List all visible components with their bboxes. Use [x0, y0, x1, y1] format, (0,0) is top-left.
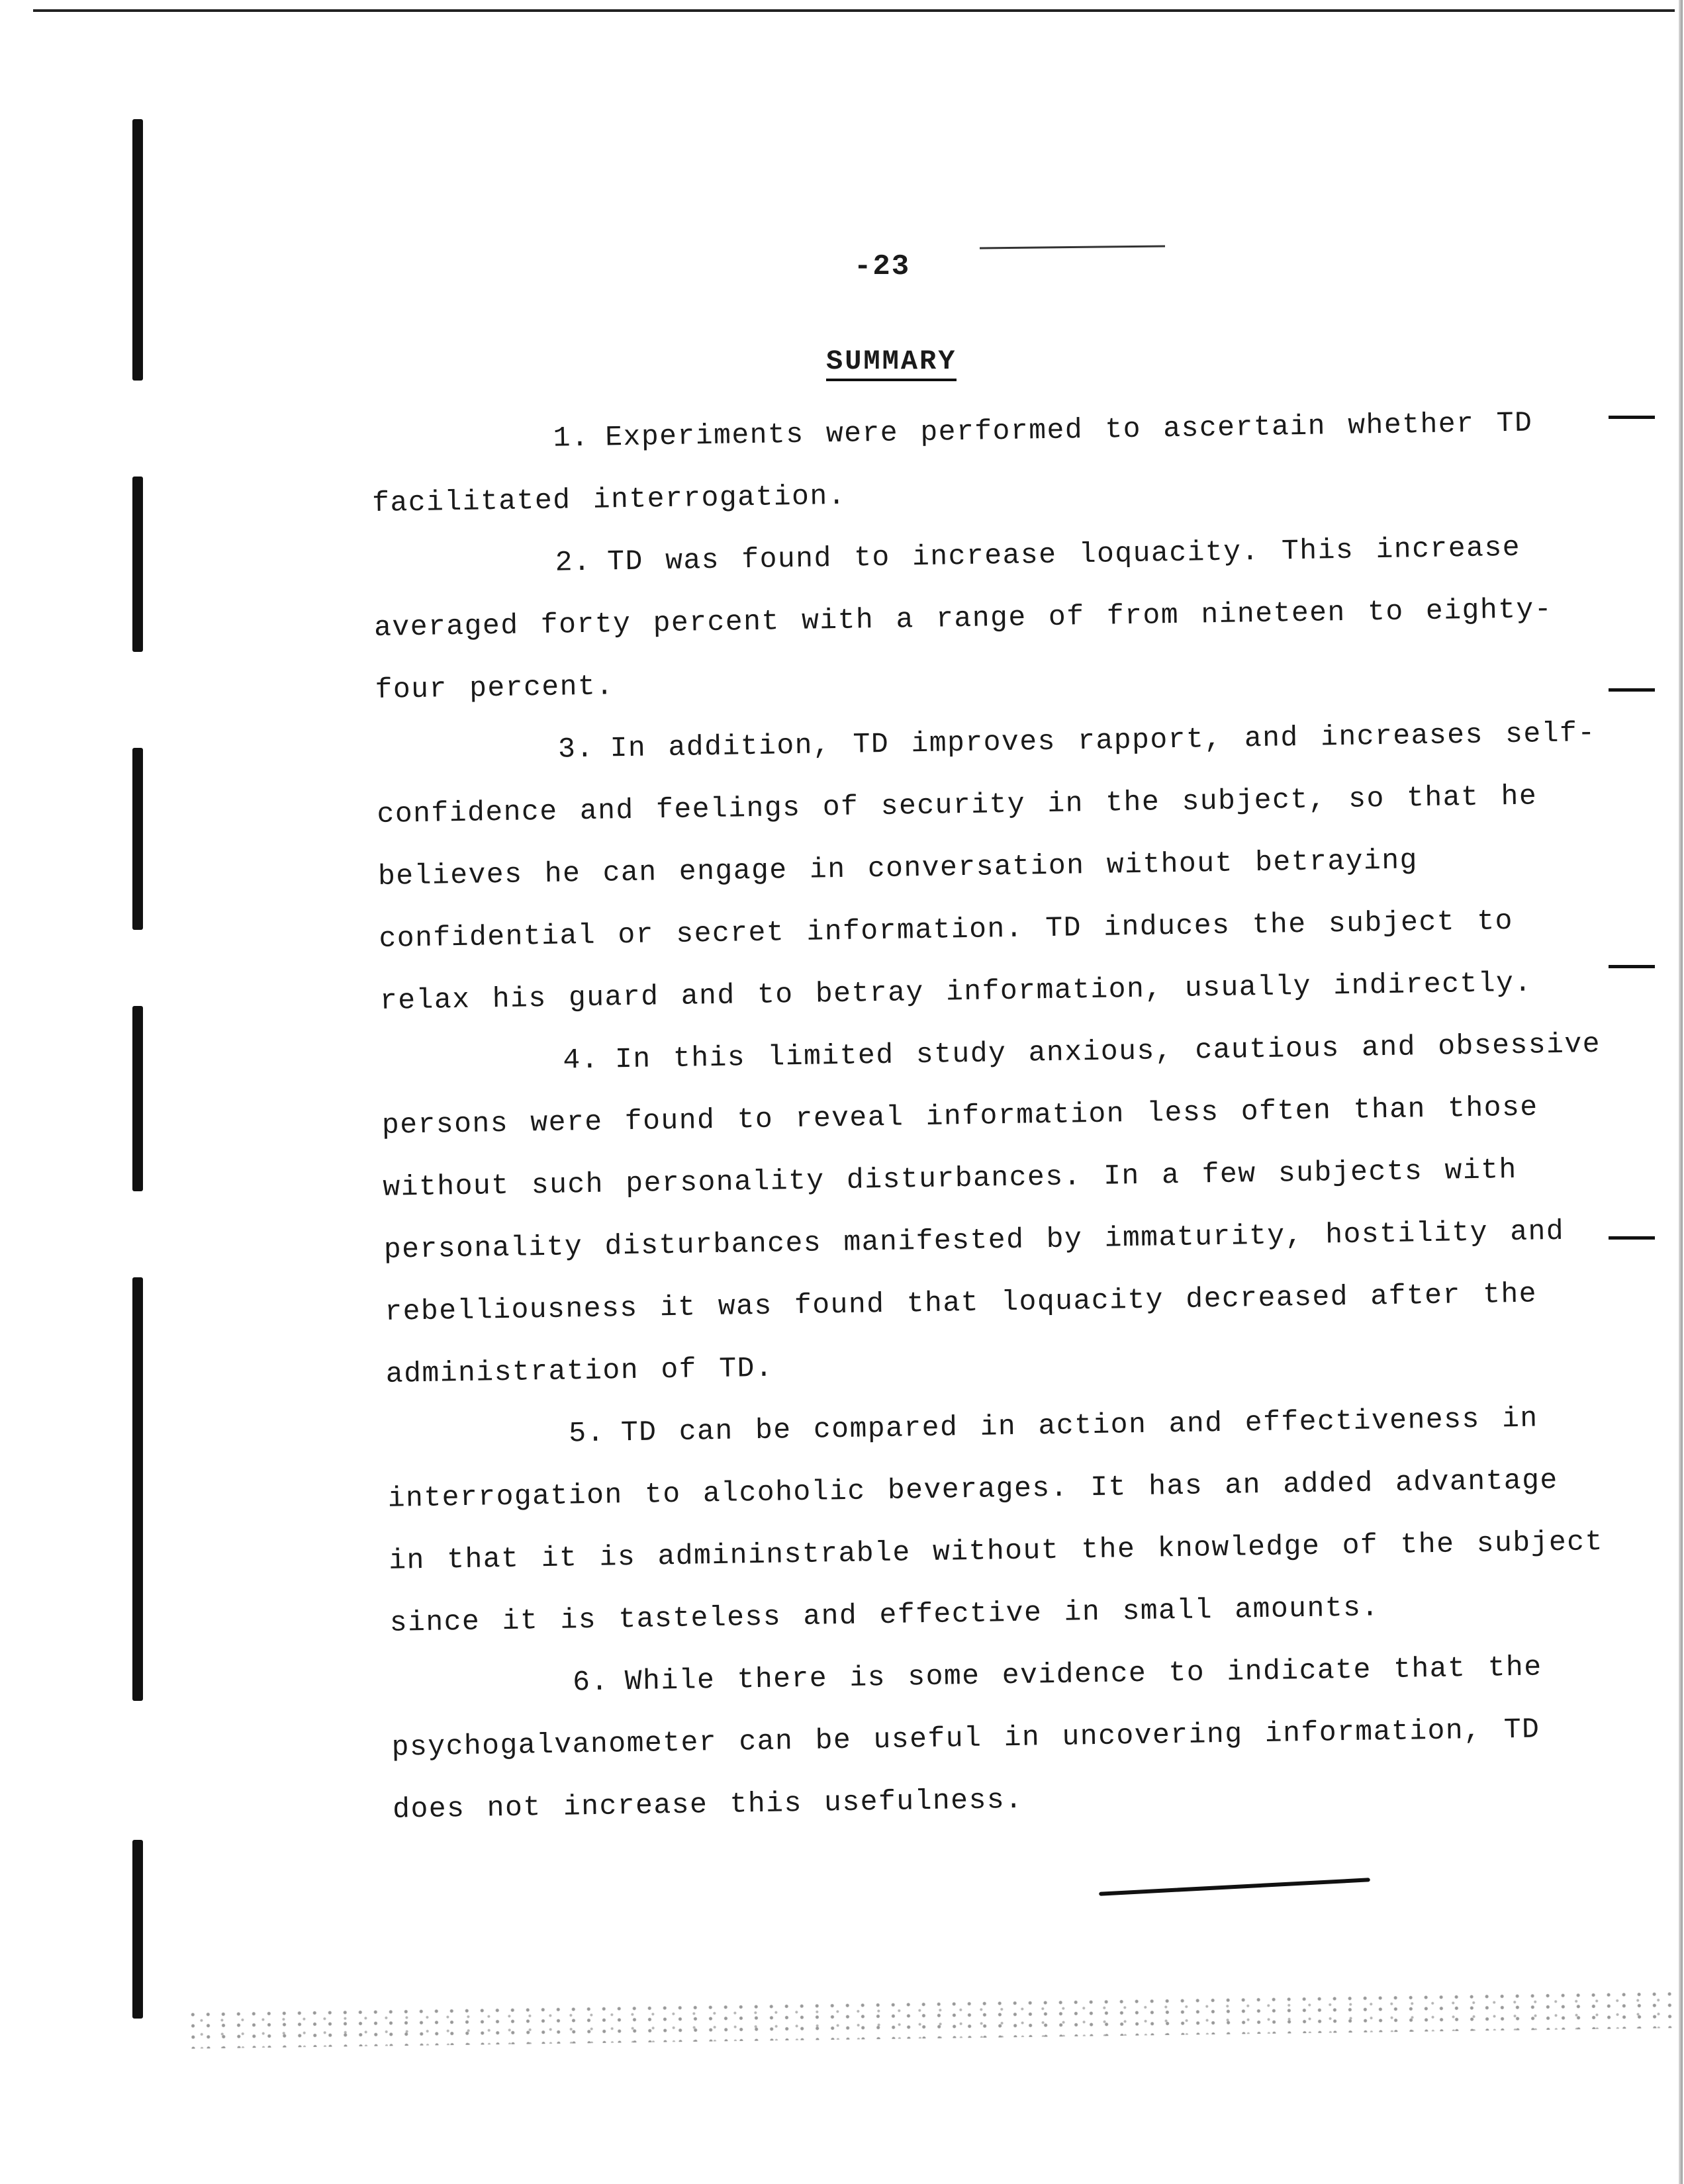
item-text: Experiments were performed to ascertain whether TD facilitated interrogation. [371, 406, 1533, 520]
page-number: -23 [854, 250, 911, 283]
item-number: 2. [555, 545, 592, 579]
summary-item-3 [375, 702, 1605, 1032]
margin-bar [132, 477, 143, 652]
right-margin-mark [1609, 1236, 1655, 1240]
item-text: While there is some evidence to indicate that the psychogalvanometer can be useful in uncovering information, TD does not increase this usefulness. [391, 1651, 1542, 1826]
margin-bar [132, 119, 143, 381]
page-edge-shadow [1679, 0, 1683, 2184]
summary-item-6 [391, 1635, 1618, 1841]
summary-body [371, 391, 1618, 1841]
summary-item-1 [371, 391, 1597, 535]
margin-bar [132, 1277, 143, 1701]
item-number: 1. [553, 421, 590, 455]
summary-item-2 [373, 516, 1600, 721]
margin-bar [132, 1840, 143, 2019]
item-text: In this limited study anxious, cautious and obsessive persons were found to reveal information less often than those without such personality disturbances. In a few subjects with personality disturbances manifested by immaturity, hostility and rebelliousness it was found that loquacity decreased after the administration of TD. [381, 1027, 1601, 1390]
scan-noise [185, 1988, 1675, 2048]
summary-item-5 [387, 1387, 1615, 1655]
item-number: 5. [568, 1416, 606, 1450]
page-title: SUMMARY [826, 345, 957, 381]
handwritten-underline [1099, 1878, 1370, 1895]
item-number: 4. [563, 1043, 600, 1077]
right-margin-mark [1609, 416, 1655, 419]
margin-bar [132, 748, 143, 930]
item-text: TD can be compared in action and effectiveness in interrogation to alcoholic beverages. It has an added advantage in that it is admininstrable without the knowledge of the subject since it is tasteless and effective in small amounts. [387, 1402, 1604, 1639]
summary-item-4 [381, 1013, 1611, 1406]
right-margin-mark [1609, 688, 1655, 692]
item-text: In addition, TD improves rapport, and increases self-confidence and feelings of security in the subject, so that he believes he can engage in conversation without betraying confidential or secret information. TD induces the subject to relax his guard and to betray information, usually indirectly. [377, 716, 1597, 1017]
header-scan-line [980, 246, 1165, 250]
item-number: 6. [572, 1665, 610, 1699]
margin-bar [132, 1006, 143, 1191]
right-margin-mark [1609, 965, 1655, 968]
item-text: TD was found to increase loquacity. This increase averaged forty percent with a range of from nineteen to eighty-four percent. [373, 531, 1553, 706]
item-number: 3. [557, 732, 595, 766]
top-scan-rule [33, 9, 1675, 12]
